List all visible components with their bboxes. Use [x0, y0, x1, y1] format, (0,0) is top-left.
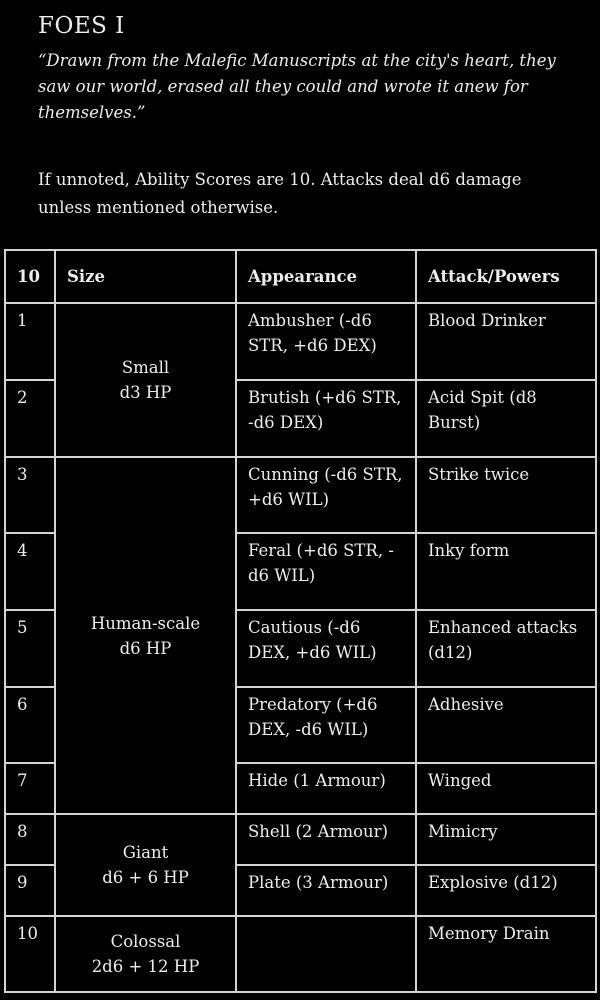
size-name: Small	[121, 358, 170, 377]
roll-cell: 7	[5, 763, 55, 814]
table-row	[5, 303, 596, 380]
table-header-row	[5, 250, 596, 303]
size-cell-small	[55, 303, 236, 457]
roll-cell: 6	[5, 687, 55, 763]
appearance-cell: Hide (1 Armour)	[236, 763, 416, 814]
size-name: Human-scale	[90, 613, 201, 633]
attack-cell: Strike twice	[416, 457, 596, 533]
roll-cell: 4	[5, 533, 55, 610]
attack-cell: Inky form	[416, 533, 596, 610]
appearance-cell: Cunning (-d6 STR, +d6 WIL)	[236, 457, 416, 533]
header-size: Size	[55, 250, 236, 303]
attack-cell: Memory Drain	[416, 916, 596, 992]
roll-cell: 10	[5, 916, 55, 992]
attack-cell: Explosive (d12)	[416, 865, 596, 916]
appearance-cell: Brutish (+d6 STR, -d6 DEX)	[236, 380, 416, 457]
header-attack-powers: Attack/Powers	[416, 250, 596, 303]
appearance-cell: Predatory (+d6 DEX, -d6 WIL)	[236, 687, 416, 763]
roll-cell: 3	[5, 457, 55, 533]
roll-cell: 5	[5, 610, 55, 687]
size-hp: d6 + 6 HP	[102, 868, 189, 887]
foes-table	[4, 249, 597, 993]
header-roll: 10	[5, 250, 55, 303]
size-name: Giant	[122, 843, 169, 862]
size-hp: 2d6 + 12 HP	[91, 957, 200, 976]
attack-cell: Enhanced attacks (d12)	[416, 610, 596, 687]
roll-cell: 2	[5, 380, 55, 457]
appearance-cell: Plate (3 Armour)	[236, 865, 416, 916]
table-row	[5, 814, 596, 865]
table-row	[5, 916, 596, 992]
roll-cell: 8	[5, 814, 55, 865]
attack-cell: Winged	[416, 763, 596, 814]
size-hp: d6 HP	[119, 638, 172, 658]
size-hp: d3 HP	[119, 383, 172, 402]
appearance-cell: Shell (2 Armour)	[236, 814, 416, 865]
roll-cell: 9	[5, 865, 55, 916]
appearance-cell: Cautious (-d6 DEX, +d6 WIL)	[236, 610, 416, 687]
header-appearance: Appearance	[236, 250, 416, 303]
attack-cell: Mimicry	[416, 814, 596, 865]
rules-note: If unnoted, Ability Scores are 10. Attacks deal d6 damage unless mentioned otherwise.	[38, 170, 522, 217]
page-title: FOES I	[38, 13, 125, 39]
attack-cell: Blood Drinker	[416, 303, 596, 380]
attack-cell: Acid Spit (d8 Burst)	[416, 380, 596, 457]
table-row	[5, 457, 596, 533]
size-cell-colossal	[55, 916, 236, 992]
appearance-cell: Ambusher (-d6 STR, +d6 DEX)	[236, 303, 416, 380]
flavor-quote: “Drawn from the Malefic Manuscripts at the city's heart, they saw our world, erased all they could and wrote it anew for themselves.”	[38, 51, 556, 122]
appearance-cell	[236, 916, 416, 992]
size-cell-human-scale	[55, 457, 236, 814]
size-name: Colossal	[110, 932, 181, 951]
roll-cell: 1	[5, 303, 55, 380]
attack-cell: Adhesive	[416, 687, 596, 763]
appearance-cell: Feral (+d6 STR, -d6 WIL)	[236, 533, 416, 610]
size-cell-giant	[55, 814, 236, 916]
